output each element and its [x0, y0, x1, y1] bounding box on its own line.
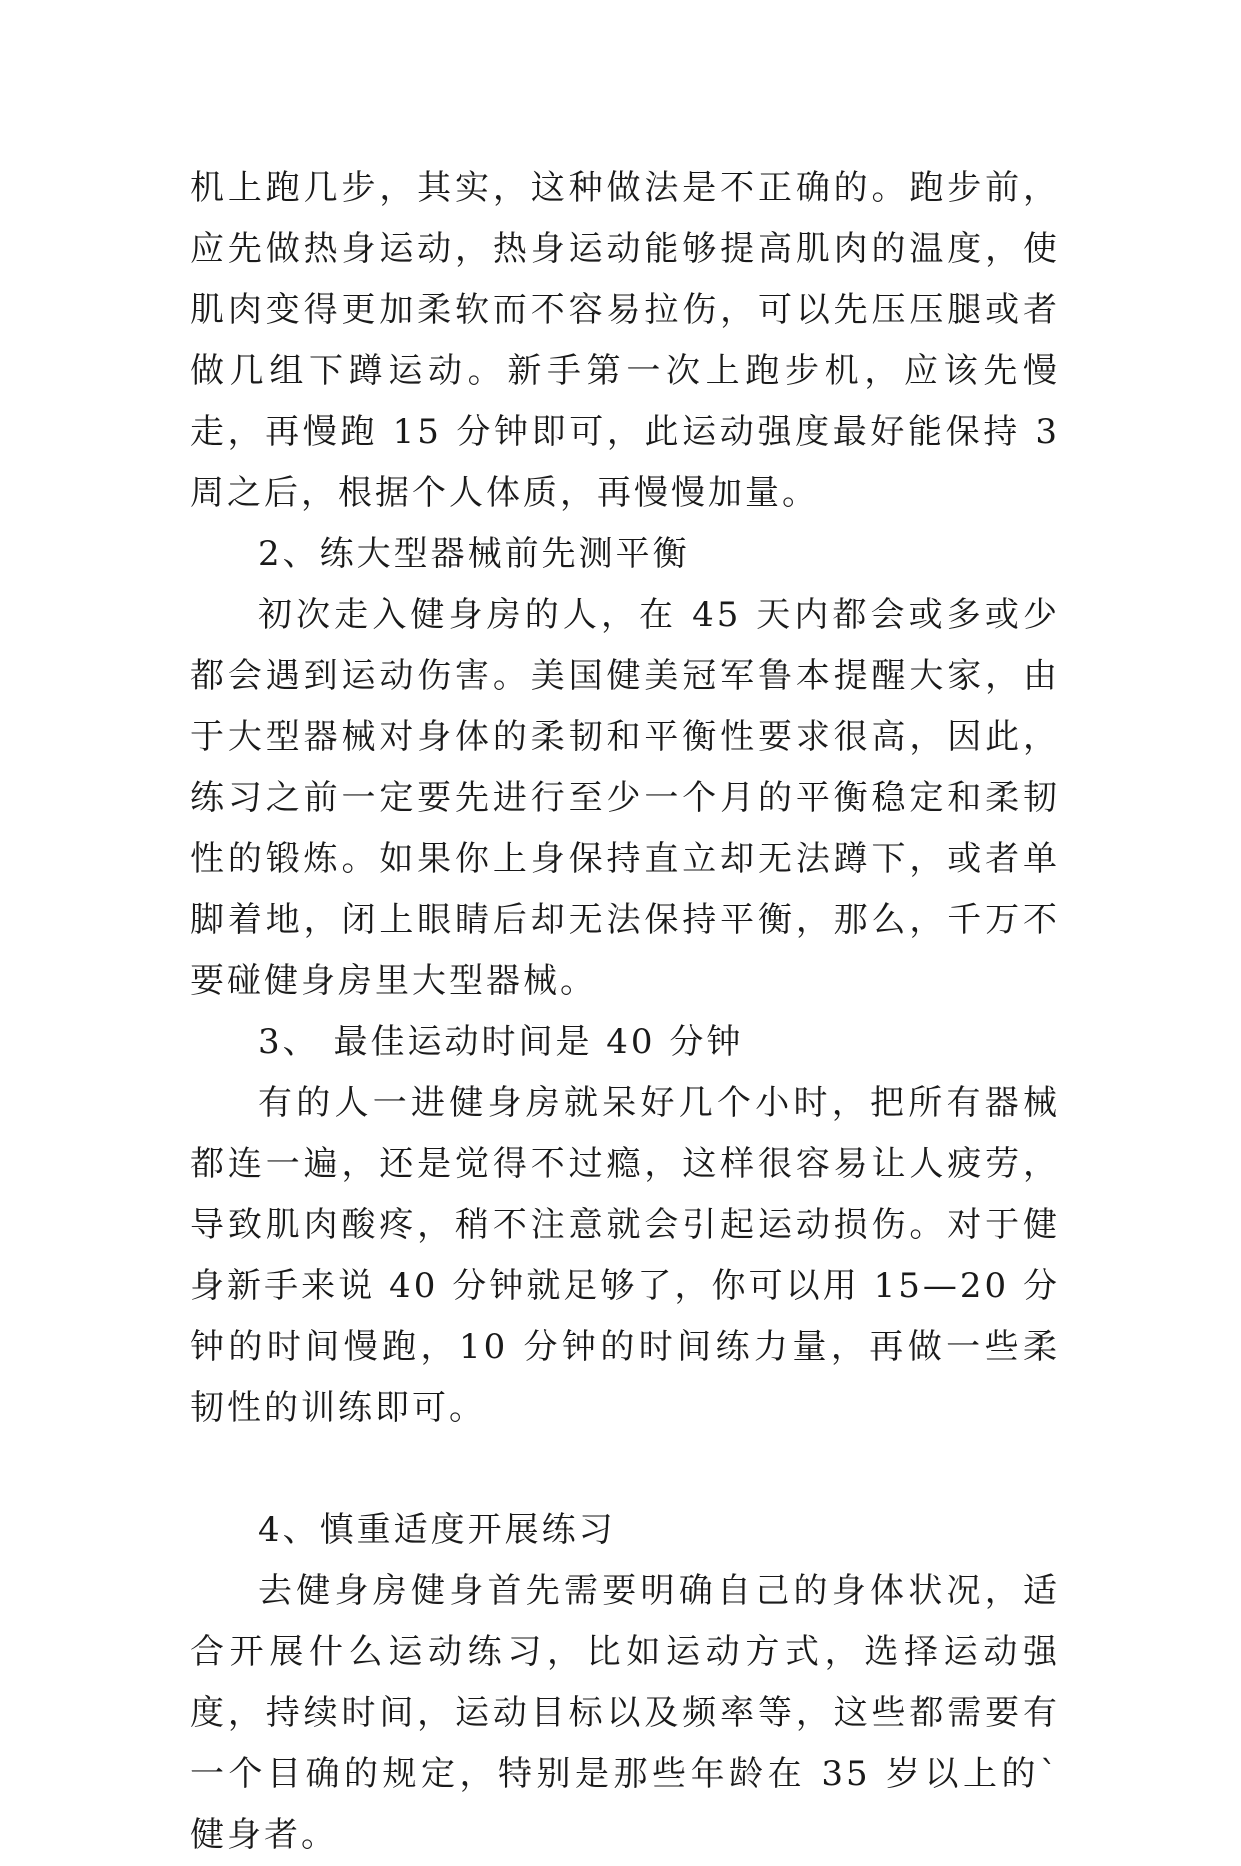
paragraph-best-duration: 有的人一进健身房就呆好几个小时，把所有器械都连一遍，还是觉得不过瘾，这样很容易让人疲劳，导致肌肉酸疼，稍不注意就会引起运动损伤。对于健身新手来说 40 分钟就足够了，你可以用 15—20 分钟的时间慢跑，10 分钟的时间练力量，再做一些柔韧性的训练即可。 — [190, 1083, 1060, 1428]
paragraph-treadmill-warmup: 机上跑几步，其实，这种做法是不正确的。跑步前，应先做热身运动，热身运动能够提高肌肉的温度，使肌肉变得更加柔软而不容易拉伤，可以先压压腿或者做几组下蹲运动。新手第一次上跑步机，应该先慢走，再慢跑 15 分钟即可，此运动强度最好能保持 3 周之后，根据个人体质，再慢慢加量。 — [190, 168, 1060, 513]
heading-best-duration: 3、 最佳运动时间是 40 分钟 — [258, 1022, 744, 1062]
paragraph-moderate-practice: 去健身房健身首先需要明确自己的身体状况，适合开展什么运动练习，比如运动方式，选择运动强度，持续时间，运动目标以及频率等，这些都需要有一个目确的规定，特别是那些年龄在 35 岁以上的`健身者。 — [190, 1571, 1060, 1855]
paragraph-spacer — [190, 1439, 1060, 1500]
paragraph-balance-test: 初次走入健身房的人，在 45 天内都会或多或少都会遇到运动伤害。美国健美冠军鲁本提醒大家，由于大型器械对身体的柔韧和平衡性要求很高，因此，练习之前一定要先进行至少一个月的平衡稳定和柔韧性的锻炼。如果你上身保持直立却无法蹲下，或者单脚着地，闭上眼睛后却无法保持平衡，那么，千万不要碰健身房里大型器械。 — [190, 595, 1060, 1001]
document-body — [190, 158, 1060, 1866]
heading-moderate-practice: 4、慎重适度开展练习 — [258, 1510, 616, 1550]
heading-balance-test: 2、练大型器械前先测平衡 — [258, 534, 690, 574]
